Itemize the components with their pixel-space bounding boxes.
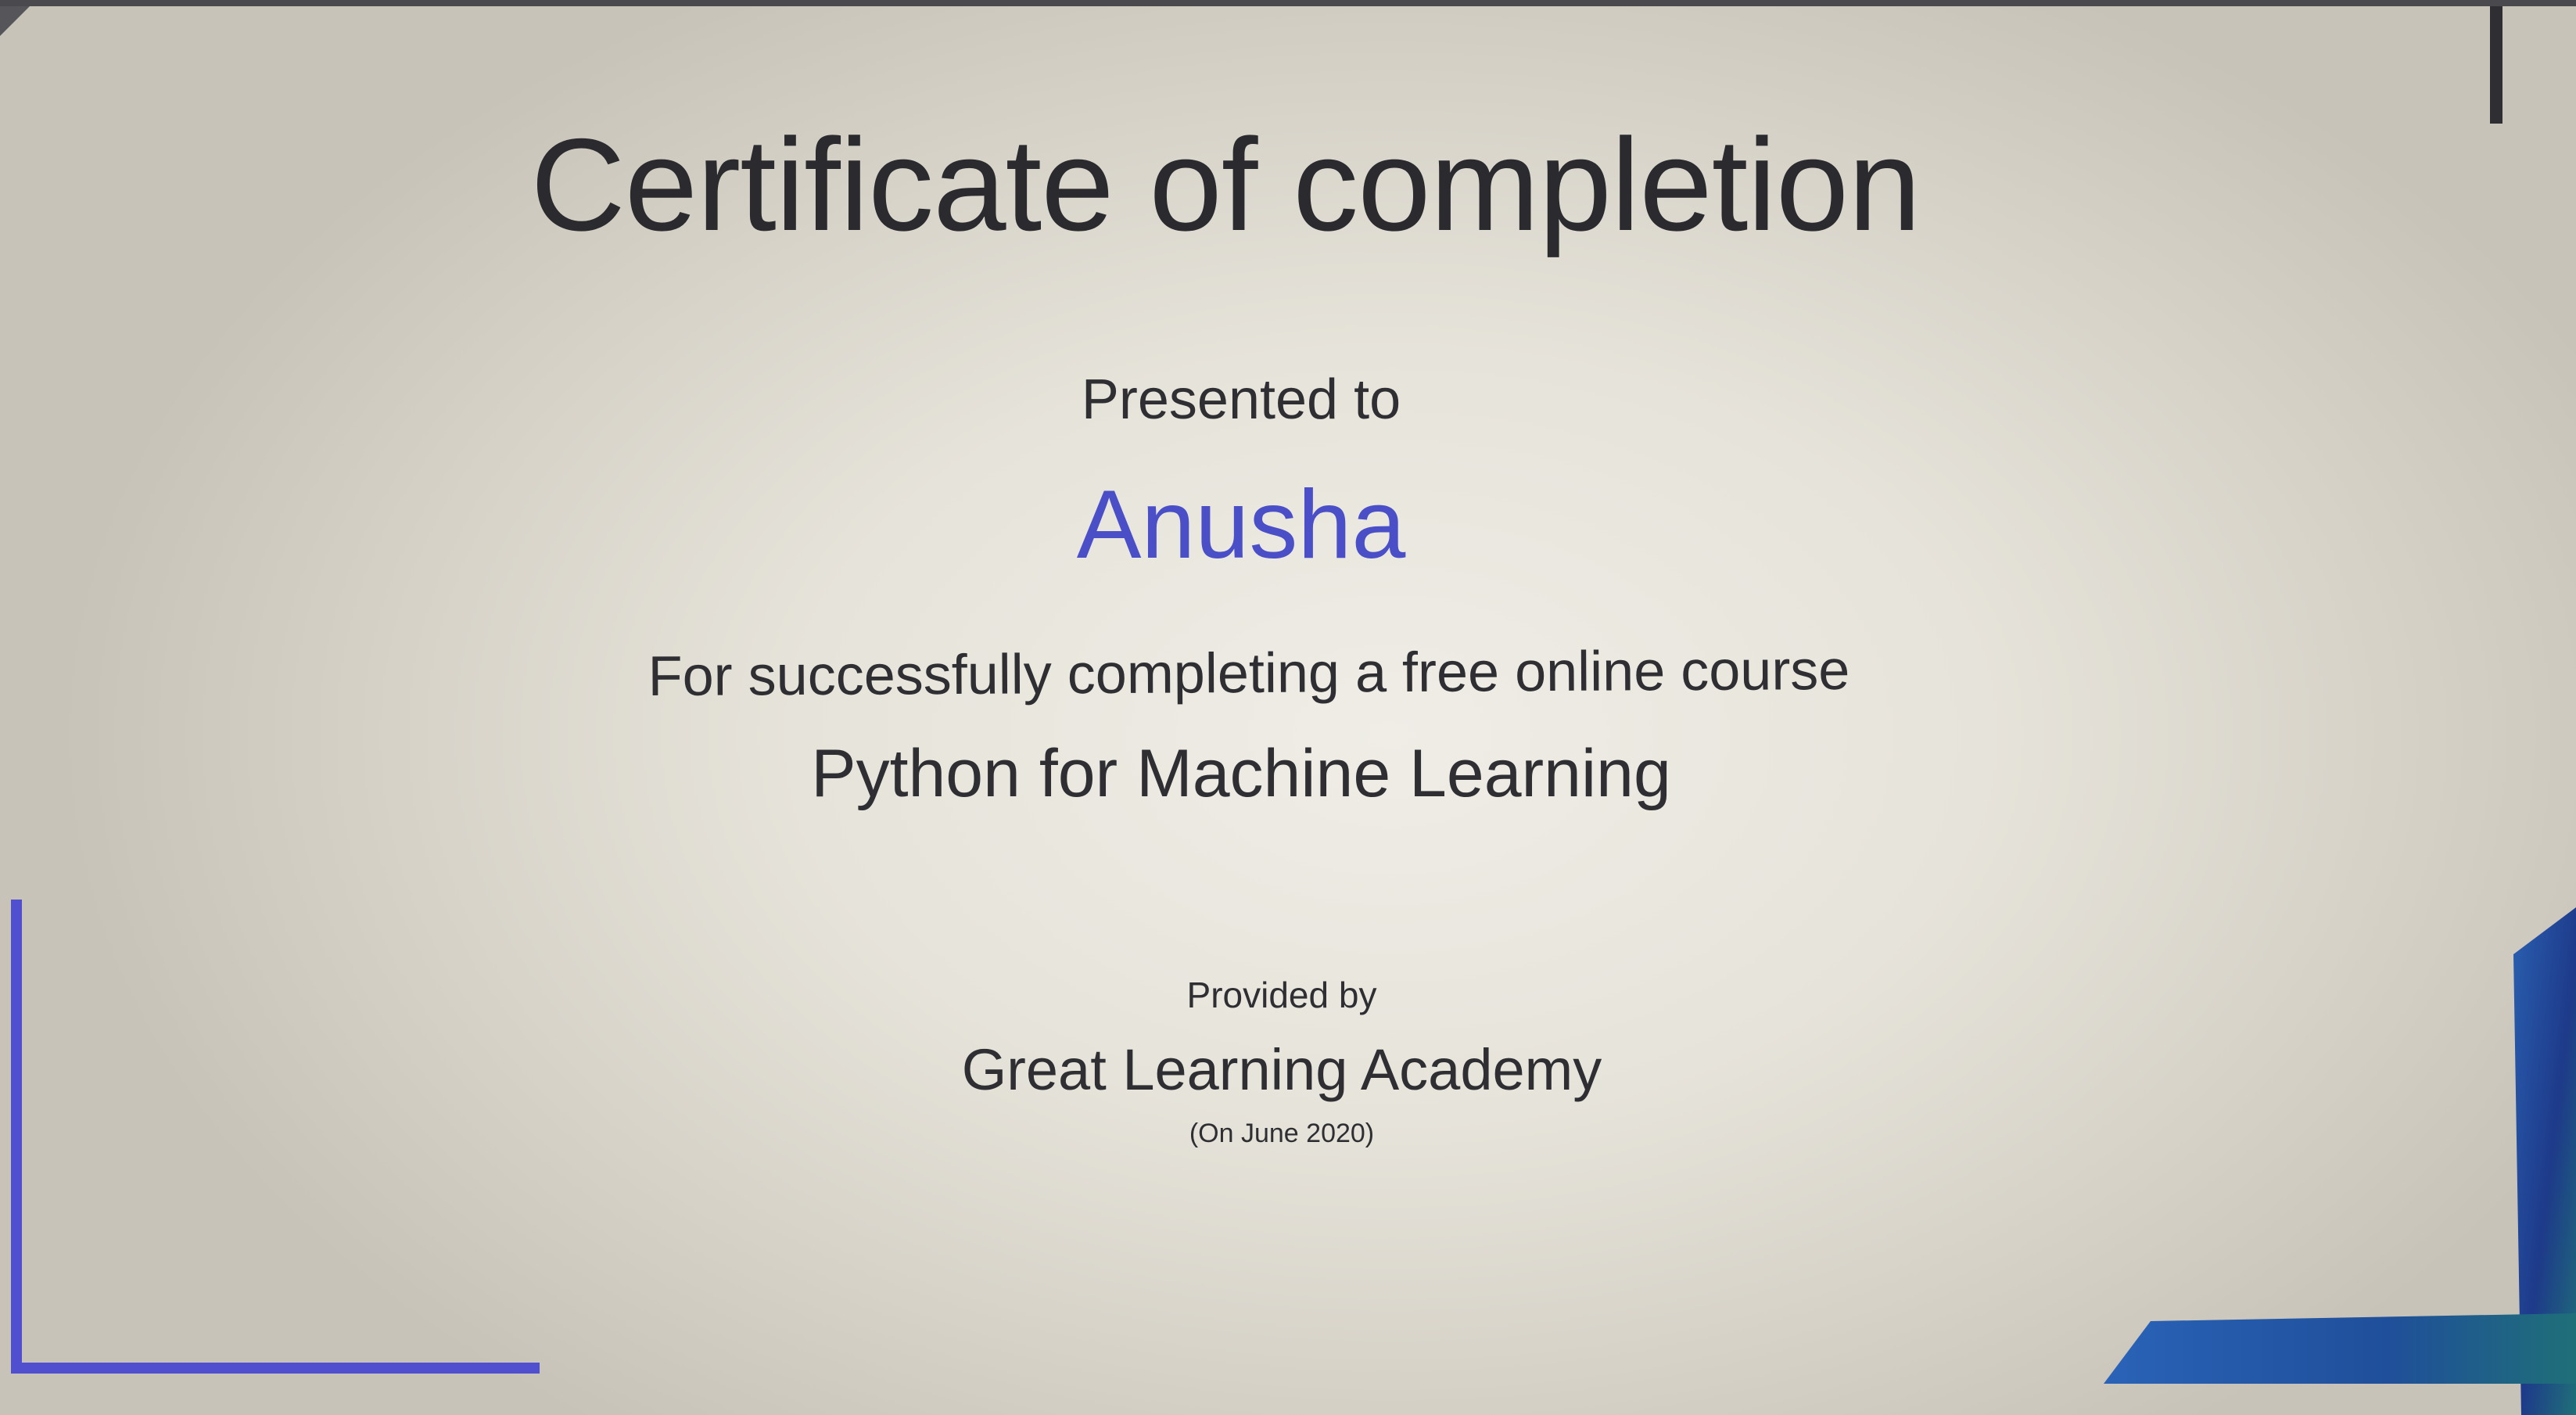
completion-date: (On June 2020) <box>1189 1119 1375 1148</box>
top-left-corner-mark <box>0 6 30 36</box>
top-right-corner-mark <box>2490 6 2502 124</box>
course-name: Python for Machine Learning <box>811 736 1671 811</box>
provider-name: Great Learning Academy <box>961 1037 1602 1102</box>
top-border <box>0 0 2576 6</box>
certificate-title: Certificate of completion <box>530 111 1921 258</box>
corner-horizontal-band <box>2104 1313 2576 1384</box>
completion-reason: For successfully completing a free online course <box>648 638 1850 709</box>
provided-by-label: Provided by <box>1186 975 1377 1015</box>
presented-to-label: Presented to <box>1081 368 1401 431</box>
recipient-name: Anusha <box>1076 471 1406 579</box>
